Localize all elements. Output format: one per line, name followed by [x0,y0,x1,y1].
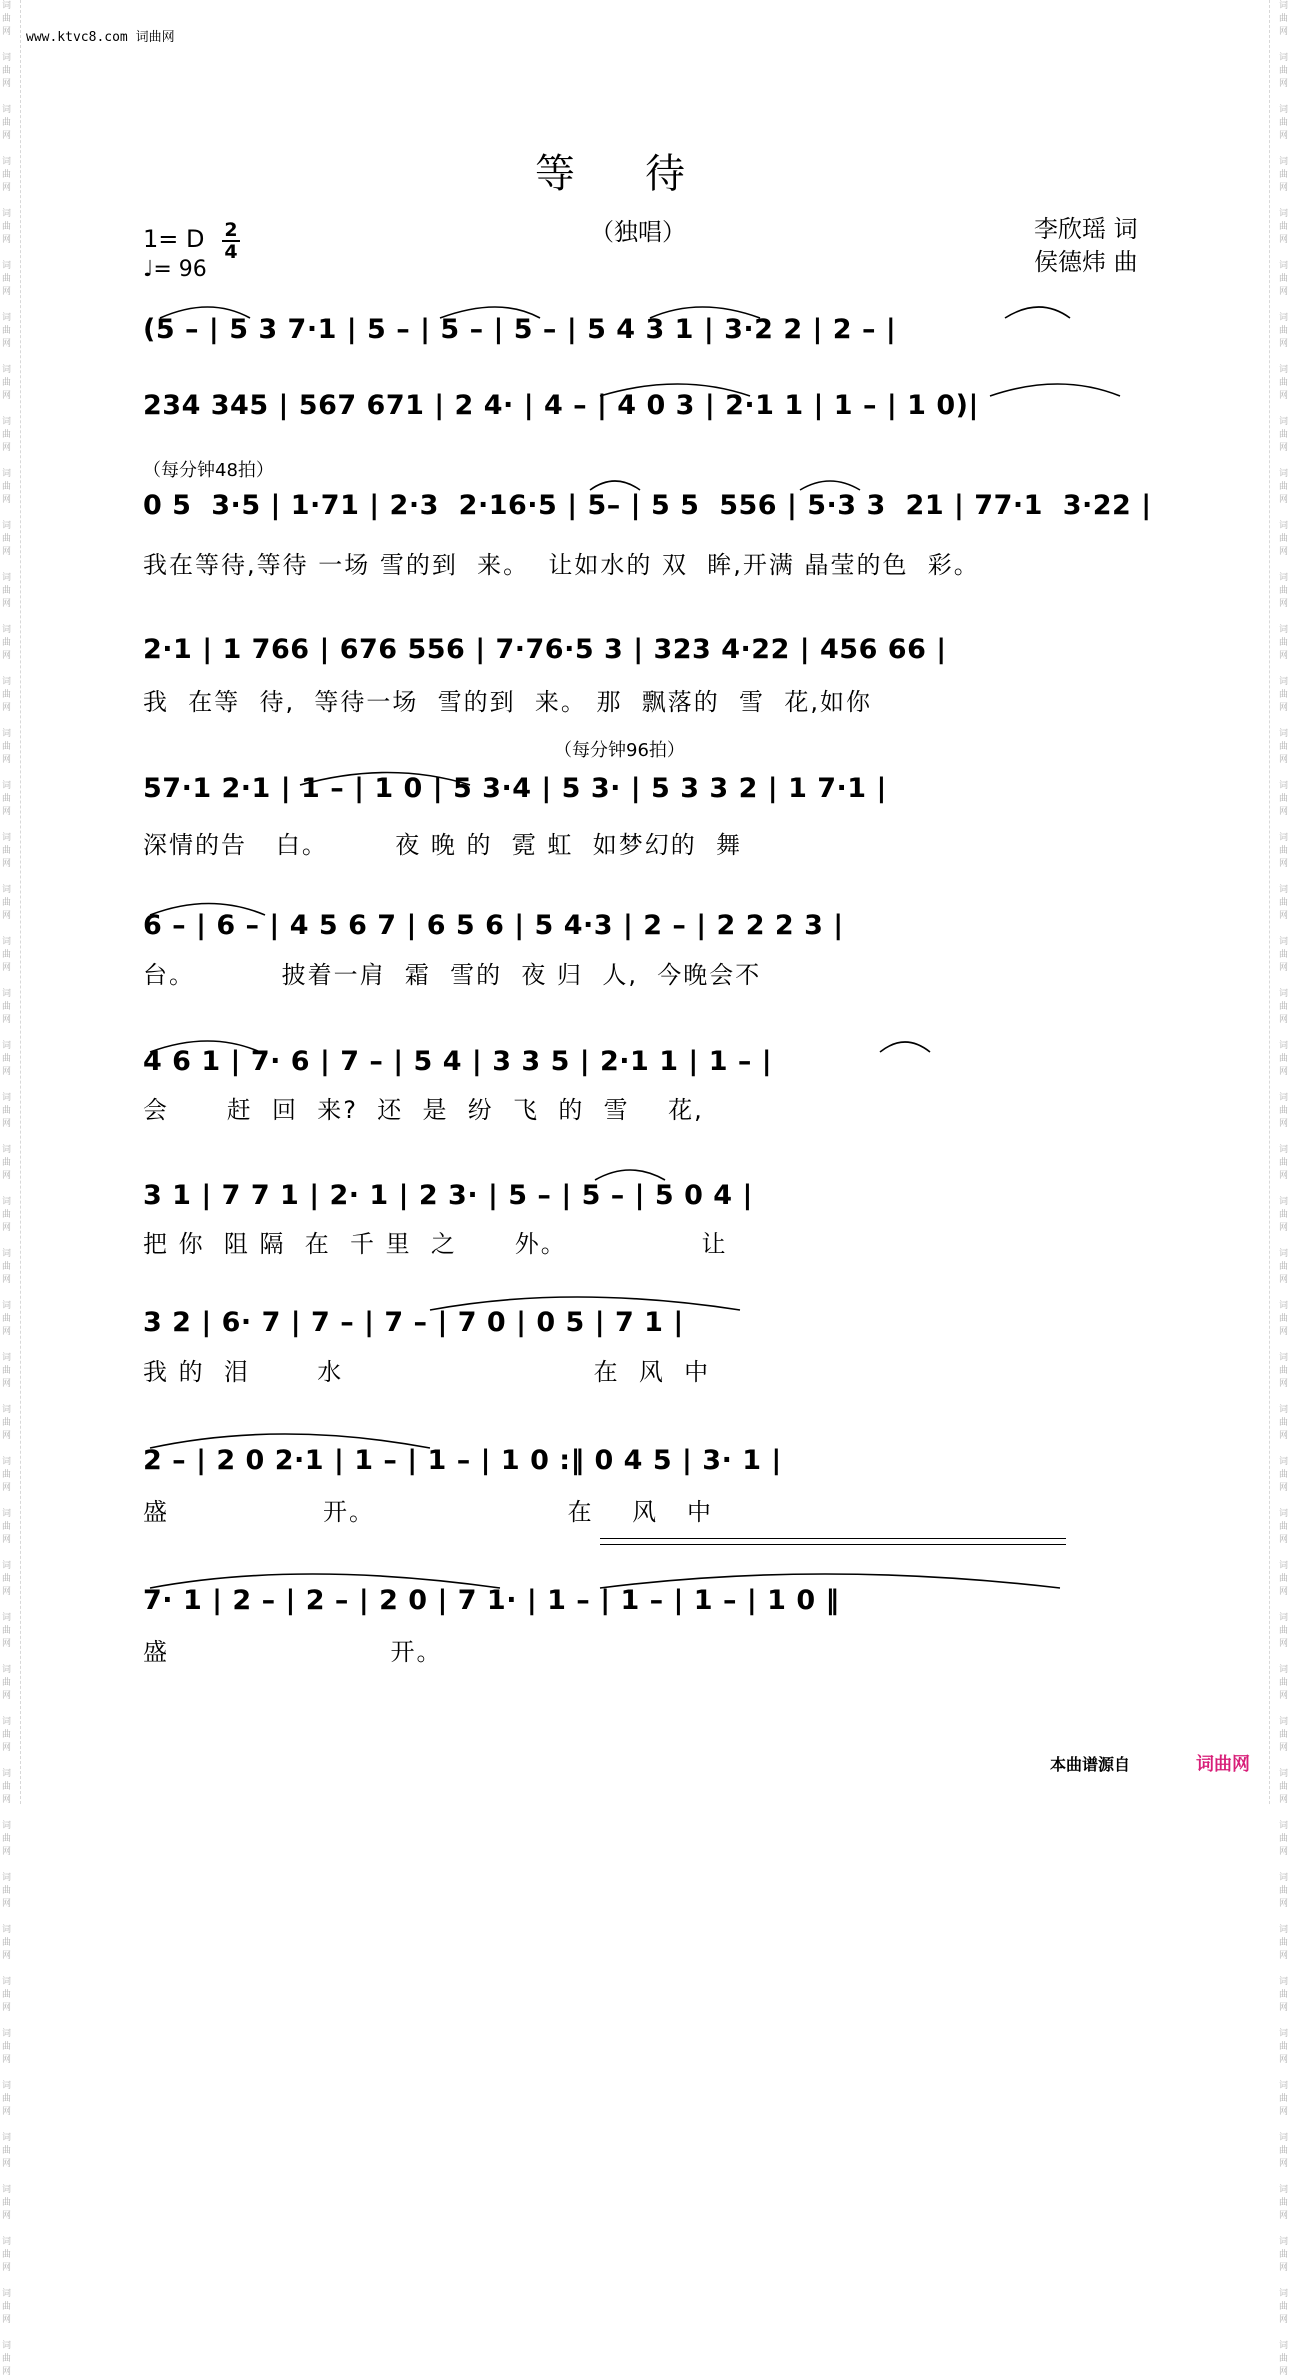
time-signature-bottom: 4 [224,241,238,263]
system-9-notes: 3 2 | 6· 7 | 7 – | 7 – | 7 0 | 0 5 | 7 1 | [143,1307,684,1338]
system-7-lyrics: 会 赶 回 来? 还 是 纷 飞 的 雪 花, [143,1096,704,1124]
slur-2 [440,307,540,318]
footer-brand: 词曲网 [1196,1754,1250,1775]
slur-14 [430,1297,740,1310]
system-3-lyrics: 我在等待,等待 一场 雪的到 来。 让如水的 双 眸,开满 晶莹的色 彩。 [143,551,980,579]
slur-9 [300,773,470,786]
slur-6 [990,384,1120,396]
slur-4 [1005,307,1070,318]
left-watermark-strip: 词 曲 网 词 曲 网 词 曲 网 词 曲 网 词 曲 网 词 曲 网 词 曲 网 词 曲 网 词 曲 网 词 曲 网 词 曲 网 词 曲 网 词 曲 网 词 曲 网 词 曲 网 词 曲 网 词 曲 网 词 曲 网 词 曲 网 词 曲 网 词 曲 网 词 曲 网 词 曲 网 词 曲 网 词 曲 网 词 曲 网 词 曲 网 词 曲 网 词 曲 网 词 曲 网 词 曲 网 词 曲 网 词 曲 网 词 曲 网 词 曲 网 词 曲 网 词 曲 网 词 曲 网 词 曲 网 词 曲 网 词 曲 网 词 曲 网 词 曲 网 词 曲 网 词 曲 网 词 曲 网 [2,0,21,1804]
system-4-notes: 2·1 | 1 766 | 676 556 | 7·76·5 3 | 323 4·22 | 456 66 | [143,634,947,665]
system-8-notes: 3 1 | 7 7 1 | 2· 1 | 2 3· | 5 – | 5 – | 5 0 4 | [143,1180,753,1211]
site-header: www.ktvc8.com 词曲网 [26,30,175,45]
system-8-lyrics: 把 你 阻 隔 在 千 里 之 外。 让 [143,1230,728,1258]
system-5-lyrics: 深情的告 白。 夜 晚 的 霓 虹 如梦幻的 舞 [143,831,742,859]
slur-10 [150,904,265,916]
slur-13 [595,1170,665,1180]
footer-source-label: 本曲谱源自 [1050,1755,1131,1774]
slur-7 [590,481,640,490]
slur-11 [150,1041,260,1052]
system-9-lyrics: 我 的 泪 水 在 风 中 [143,1358,711,1386]
slur-5 [600,384,750,396]
slur-16 [150,1574,500,1588]
slur-1 [160,307,250,318]
system-10-lyrics: 盛 开。 在 风 中 [143,1498,714,1526]
system-4-lyrics: 我 在等 待, 等待一场 雪的到 来。 那 飘落的 雪 花,如你 [143,688,872,716]
system-3-notes: 0 5 3·5 | 1·71 | 2·3 2·16·5 | 5– | 5 5 556 | 5·3 3 21 | 77·1 3·22 | [143,490,1152,521]
slur-17 [600,1574,1060,1588]
system-1-notes: (5 – | 5 3 7·1 | 5 – | 5 – | 5 – | 5 4 3 1 | 3·2 2 | 2 – | [143,314,897,345]
time-signature-top: 2 [224,219,238,241]
slur-12 [880,1042,930,1052]
system-7-notes: 4 6 1 | 7· 6 | 7 – | 5 4 | 3 3 5 | 2·1 1 | 1 – | [143,1046,773,1077]
system-10-notes: 2 – | 2 0 2·1 | 1 – | 1 – | 1 0 :‖ 0 4 5 | 3· 1 | [143,1445,782,1476]
system-5-notes: 57·1 2·1 | 1 – | 1 0 | 5 3·4 | 5 3· | 5 3 3 2 | 1 7·1 | [143,773,887,804]
system-11-lyrics: 盛 开。 [143,1638,443,1666]
tempo-marking: ♩= 96 [143,257,207,282]
system-6-lyrics: 台。 披着一肩 霜 雪的 夜 归 人, 今晚会不 [143,961,762,989]
lyricist-credit: 李欣瑶 词 [1034,215,1138,243]
song-title: 等待 [535,151,755,197]
slur-15 [150,1434,430,1448]
system-11-notes: 7· 1 | 2 – | 2 – | 2 0 | 7 1· | 1 – | 1 – | 1 – | 1 0 ‖ [143,1585,840,1616]
slur-8 [800,481,860,490]
right-watermark-strip: 词 曲 网 词 曲 网 词 曲 网 词 曲 网 词 曲 网 词 曲 网 词 曲 网 词 曲 网 词 曲 网 词 曲 网 词 曲 网 词 曲 网 词 曲 网 词 曲 网 词 曲 网 词 曲 网 词 曲 网 词 曲 网 词 曲 网 词 曲 网 词 曲 网 词 曲 网 词 曲 网 词 曲 网 词 曲 网 词 曲 网 词 曲 网 词 曲 网 词 曲 网 词 曲 网 词 曲 网 词 曲 网 词 曲 网 词 曲 网 词 曲 网 词 曲 网 词 曲 网 词 曲 网 词 曲 网 词 曲 网 词 曲 网 词 曲 网 词 曲 网 词 曲 网 词 曲 网 词 曲 网 [1269,0,1288,1804]
slur-3 [650,307,760,318]
system-6-notes: 6 – | 6 – | 4 5 6 7 | 6 5 6 | 5 4·3 | 2 – | 2 2 2 3 | [143,910,844,941]
tempo-change-96: （每分钟96拍） [554,740,685,761]
key-signature: 1= D [143,225,205,253]
song-subtitle: （独唱） [590,218,686,246]
tempo-change-48: （每分钟48拍） [143,460,274,481]
composer-credit: 侯德炜 曲 [1034,248,1138,276]
system-2-notes: 234 345 | 567 671 | 2 4· | 4 – | 4 0 3 | 2·1 1 | 1 – | 1 0)| [143,390,979,421]
